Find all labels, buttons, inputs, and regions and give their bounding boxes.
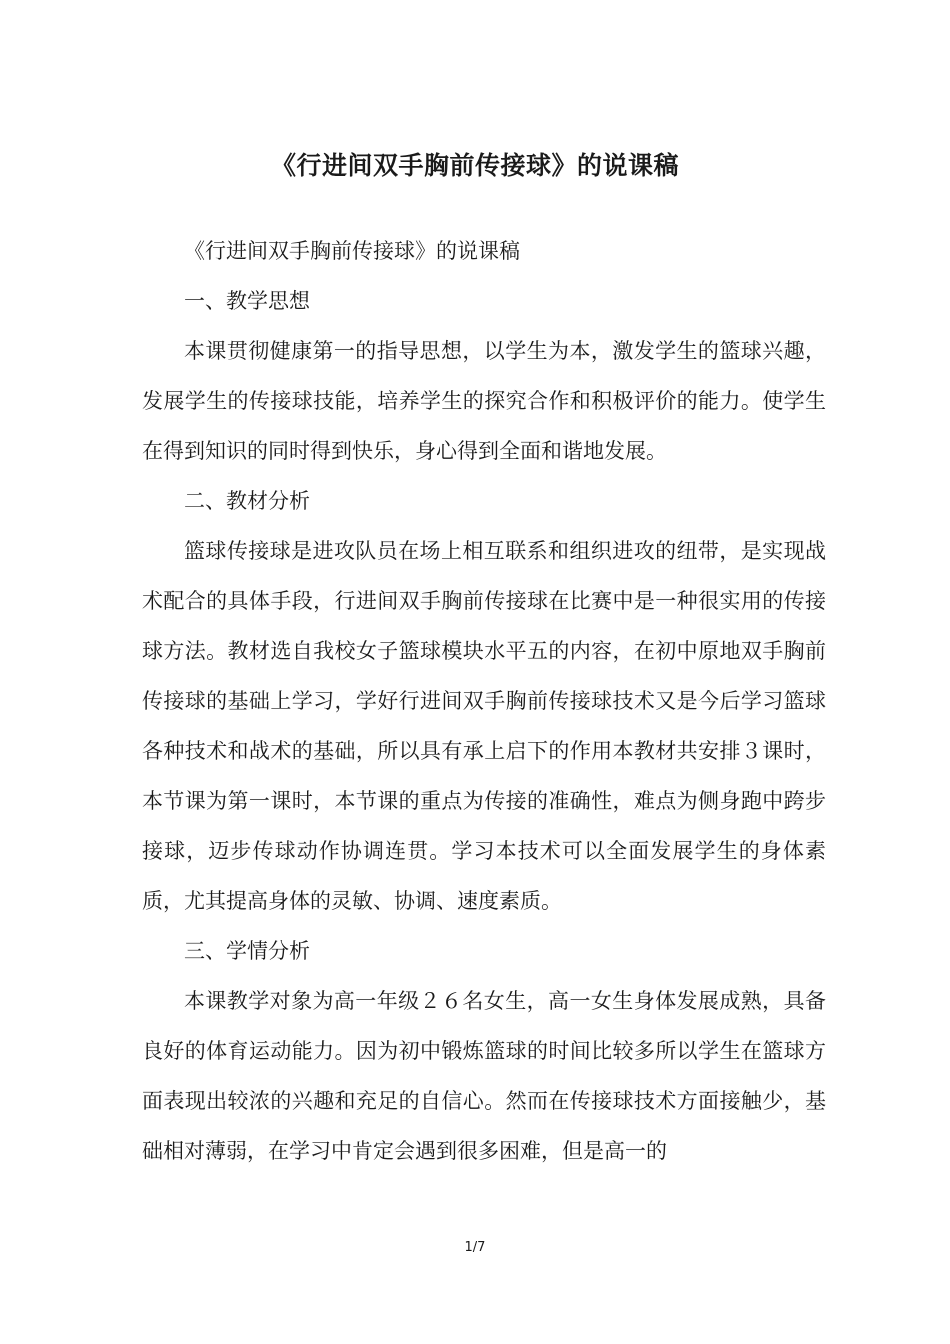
- page-number: 1/7: [464, 1240, 486, 1255]
- section-heading-student-analysis: 三、学情分析: [184, 939, 310, 963]
- paragraph-textbook-analysis: 篮球传接球是进攻队员在场上相互联系和组织进攻的纽带，是实现战术配合的具体手段，行进间双手胸前传接球在比赛中是一种很实用的传接球方法。教材选自我校女子篮球模块水平五的内容，在初中原地双手胸前传接球的基础上学习，学好行进间双手胸前传接球技术又是今后学习篮球各种技术和战术的基础，所以具有承上启下的作用本教材共安排３课时，本节课为第一课时，本节课的重点为传接的准确性，难点为侧身跑中跨步接球，迈步传球动作协调连贯。学习本技术可以全面发展学生的身体素质，尤其提高身体的灵敏、协调、速度素质。: [142, 539, 826, 913]
- paragraph-teaching-thought: 本课贯彻健康第一的指导思想，以学生为本，激发学生的篮球兴趣，发展学生的传接球技能，培养学生的探究合作和积极评价的能力。使学生在得到知识的同时得到快乐，身心得到全面和谐地发展。: [142, 339, 826, 463]
- document-title: 《行进间双手胸前传接球》的说课稿: [270, 151, 679, 180]
- document-body: [142, 226, 826, 1176]
- paragraph-student-analysis: 本课教学对象为高一年级２６名女生，高一女生身体发展成熟，具备良好的体育运动能力。因为初中锻炼篮球的时间比较多所以学生在篮球方面表现出较浓的兴趣和充足的自信心。然而在传接球技术方面接触少，基础相对薄弱，在学习中肯定会遇到很多困难，但是高一的: [142, 989, 826, 1163]
- section-heading-teaching-thought: 一、教学思想: [184, 289, 310, 313]
- section-heading-textbook-analysis: 二、教材分析: [184, 489, 310, 513]
- subtitle-paragraph: 《行进间双手胸前传接球》的说课稿: [184, 239, 520, 263]
